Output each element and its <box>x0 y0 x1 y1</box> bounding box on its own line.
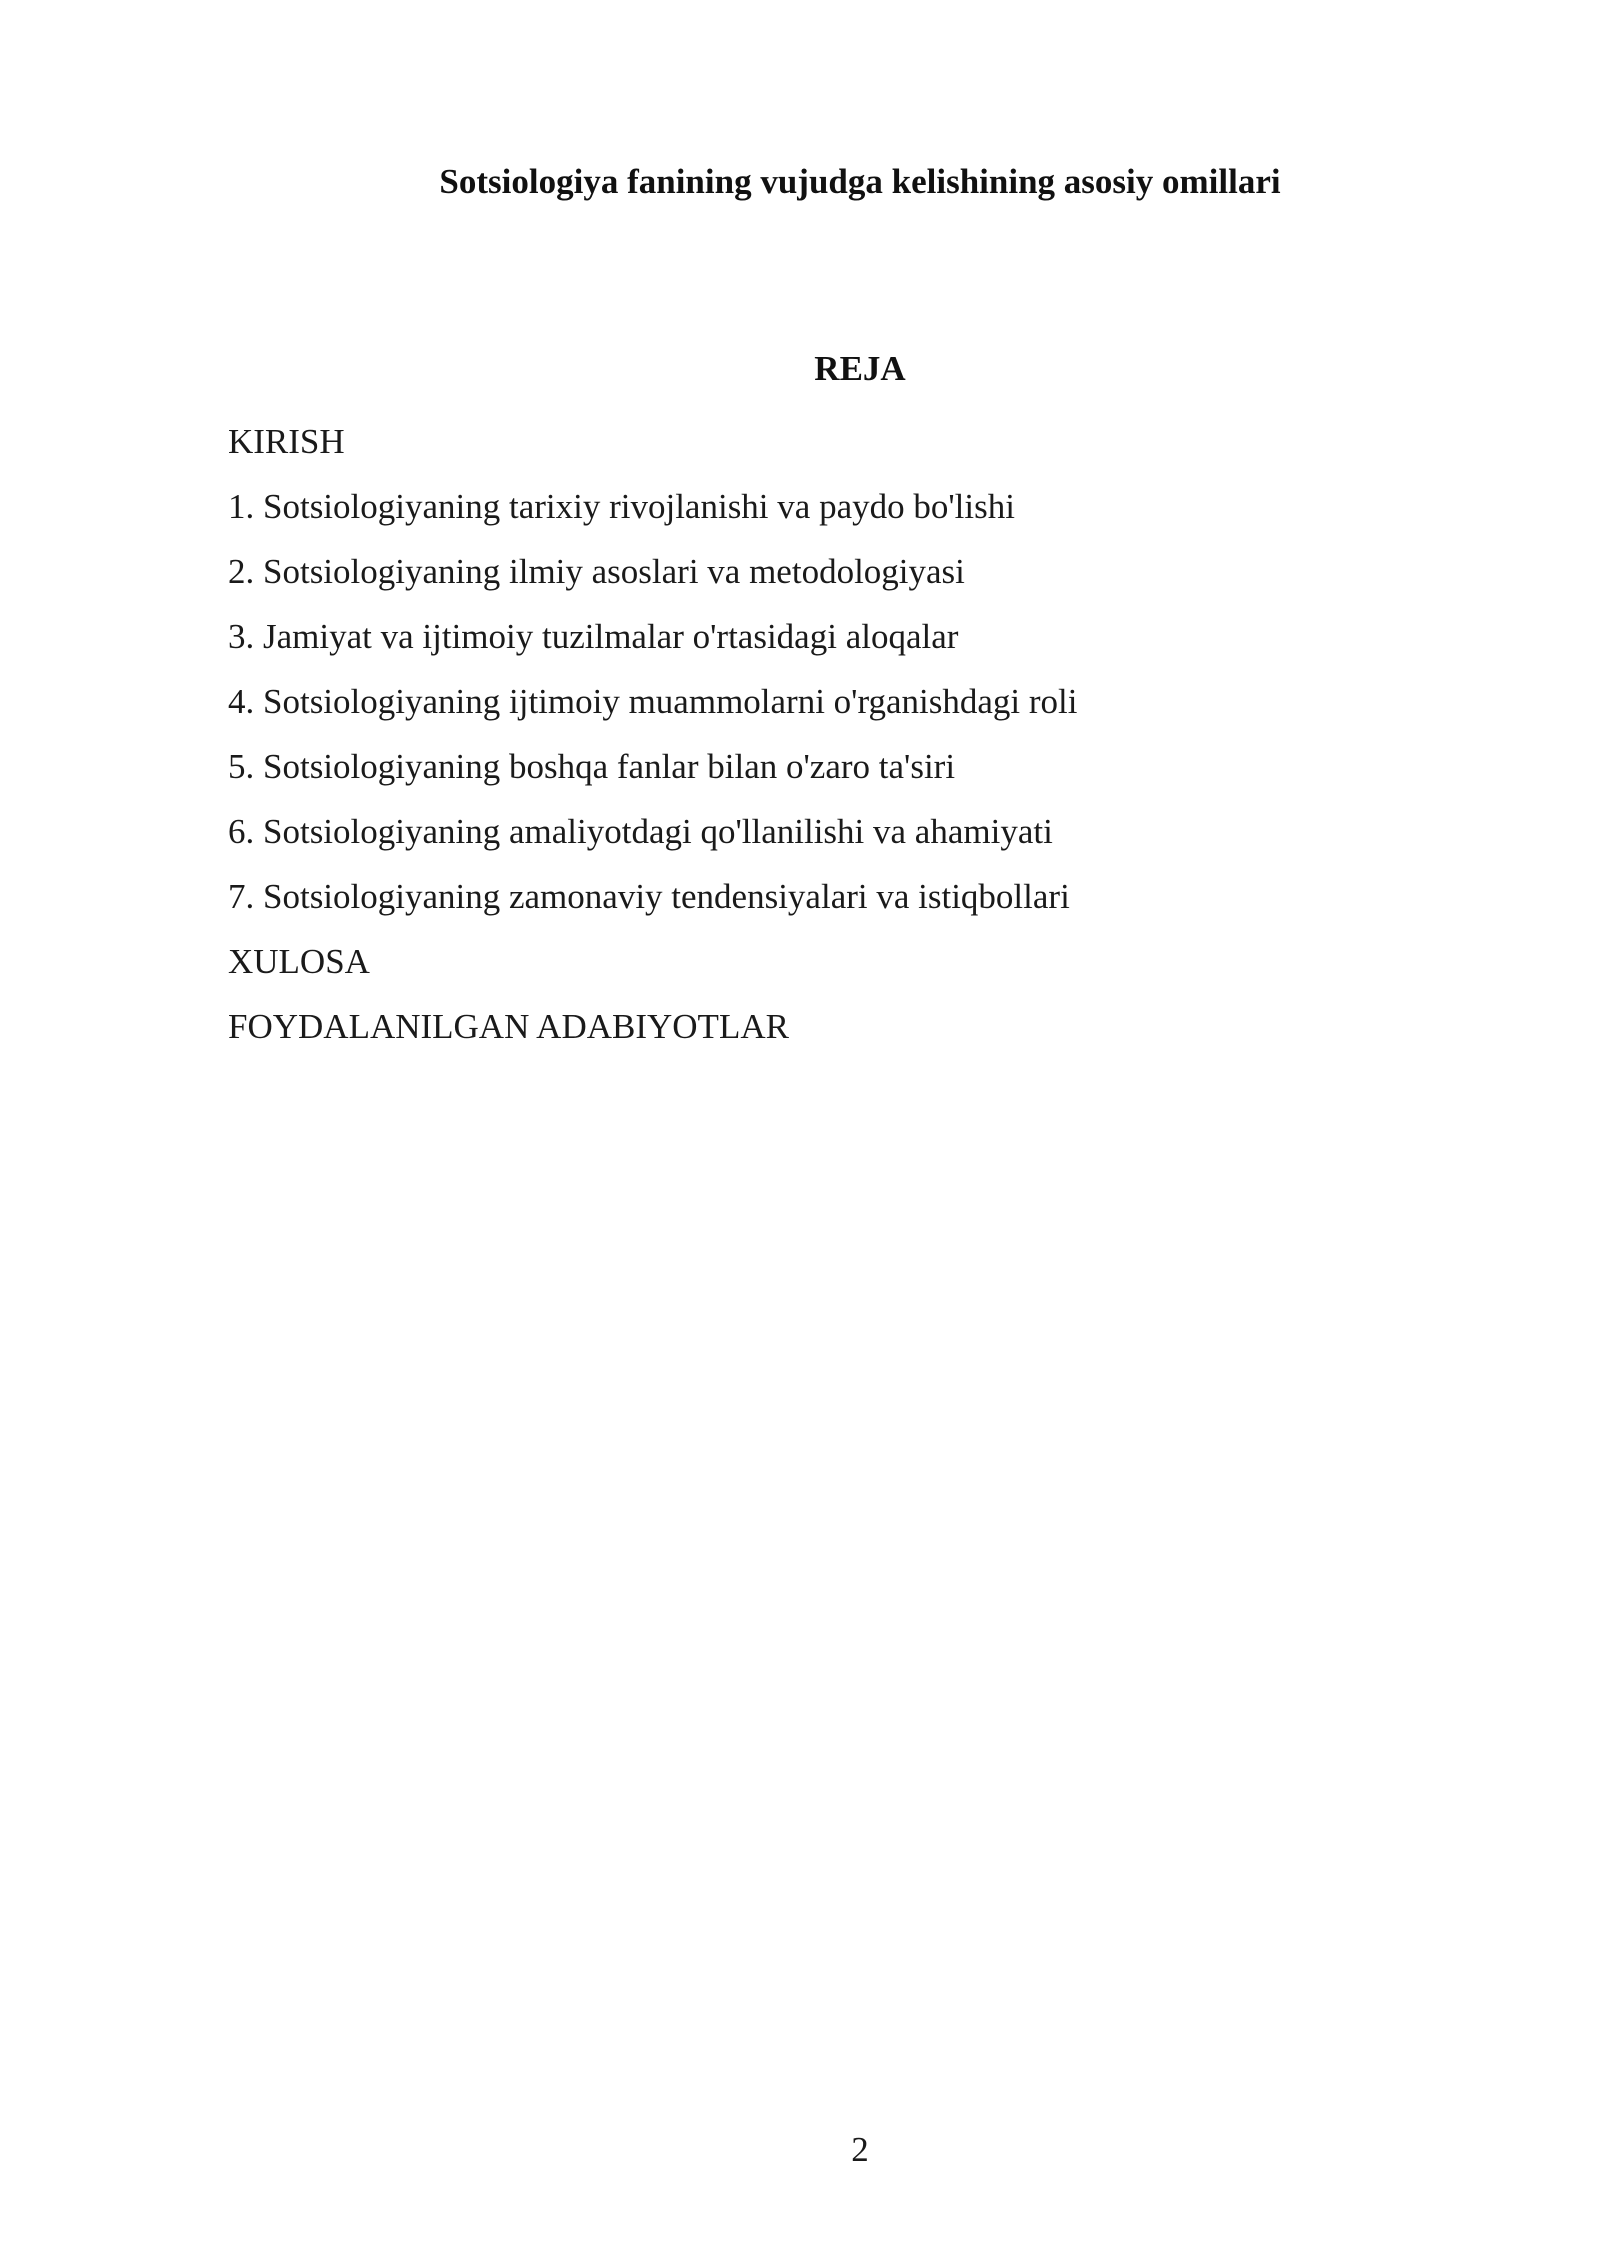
plan-list <box>228 420 1078 1070</box>
plan-item-2: 2. Sotsiologiyaning ilmiy asoslari va metodologiyasi <box>228 552 965 591</box>
document-title: Sotsiologiya fanining vujudga kelishining asosiy omillari <box>439 162 1281 201</box>
plan-item-6: 6. Sotsiologiyaning amaliyotdagi qo'llanilishi va ahamiyati <box>228 812 1053 851</box>
plan-item-7: 7. Sotsiologiyaning zamonaviy tendensiyalari va istiqbollari <box>228 877 1070 916</box>
page-number: 2 <box>851 2130 869 2169</box>
plan-item-1: 1. Sotsiologiyaning tarixiy rivojlanishi va paydo bo'lishi <box>228 487 1015 526</box>
plan-item-4: 4. Sotsiologiyaning ijtimoiy muammolarni o'rganishdagi roli <box>228 682 1078 721</box>
plan-item-conclusion: XULOSA <box>228 942 370 981</box>
plan-item-5: 5. Sotsiologiyaning boshqa fanlar bilan o'zaro ta'siri <box>228 747 956 786</box>
plan-item-3: 3. Jamiyat va ijtimoiy tuzilmalar o'rtasidagi aloqalar <box>228 617 959 656</box>
plan-heading: REJA <box>814 349 906 388</box>
plan-item-introduction: KIRISH <box>228 422 345 461</box>
plan-item-references: FOYDALANILGAN ADABIYOTLAR <box>228 1007 789 1046</box>
